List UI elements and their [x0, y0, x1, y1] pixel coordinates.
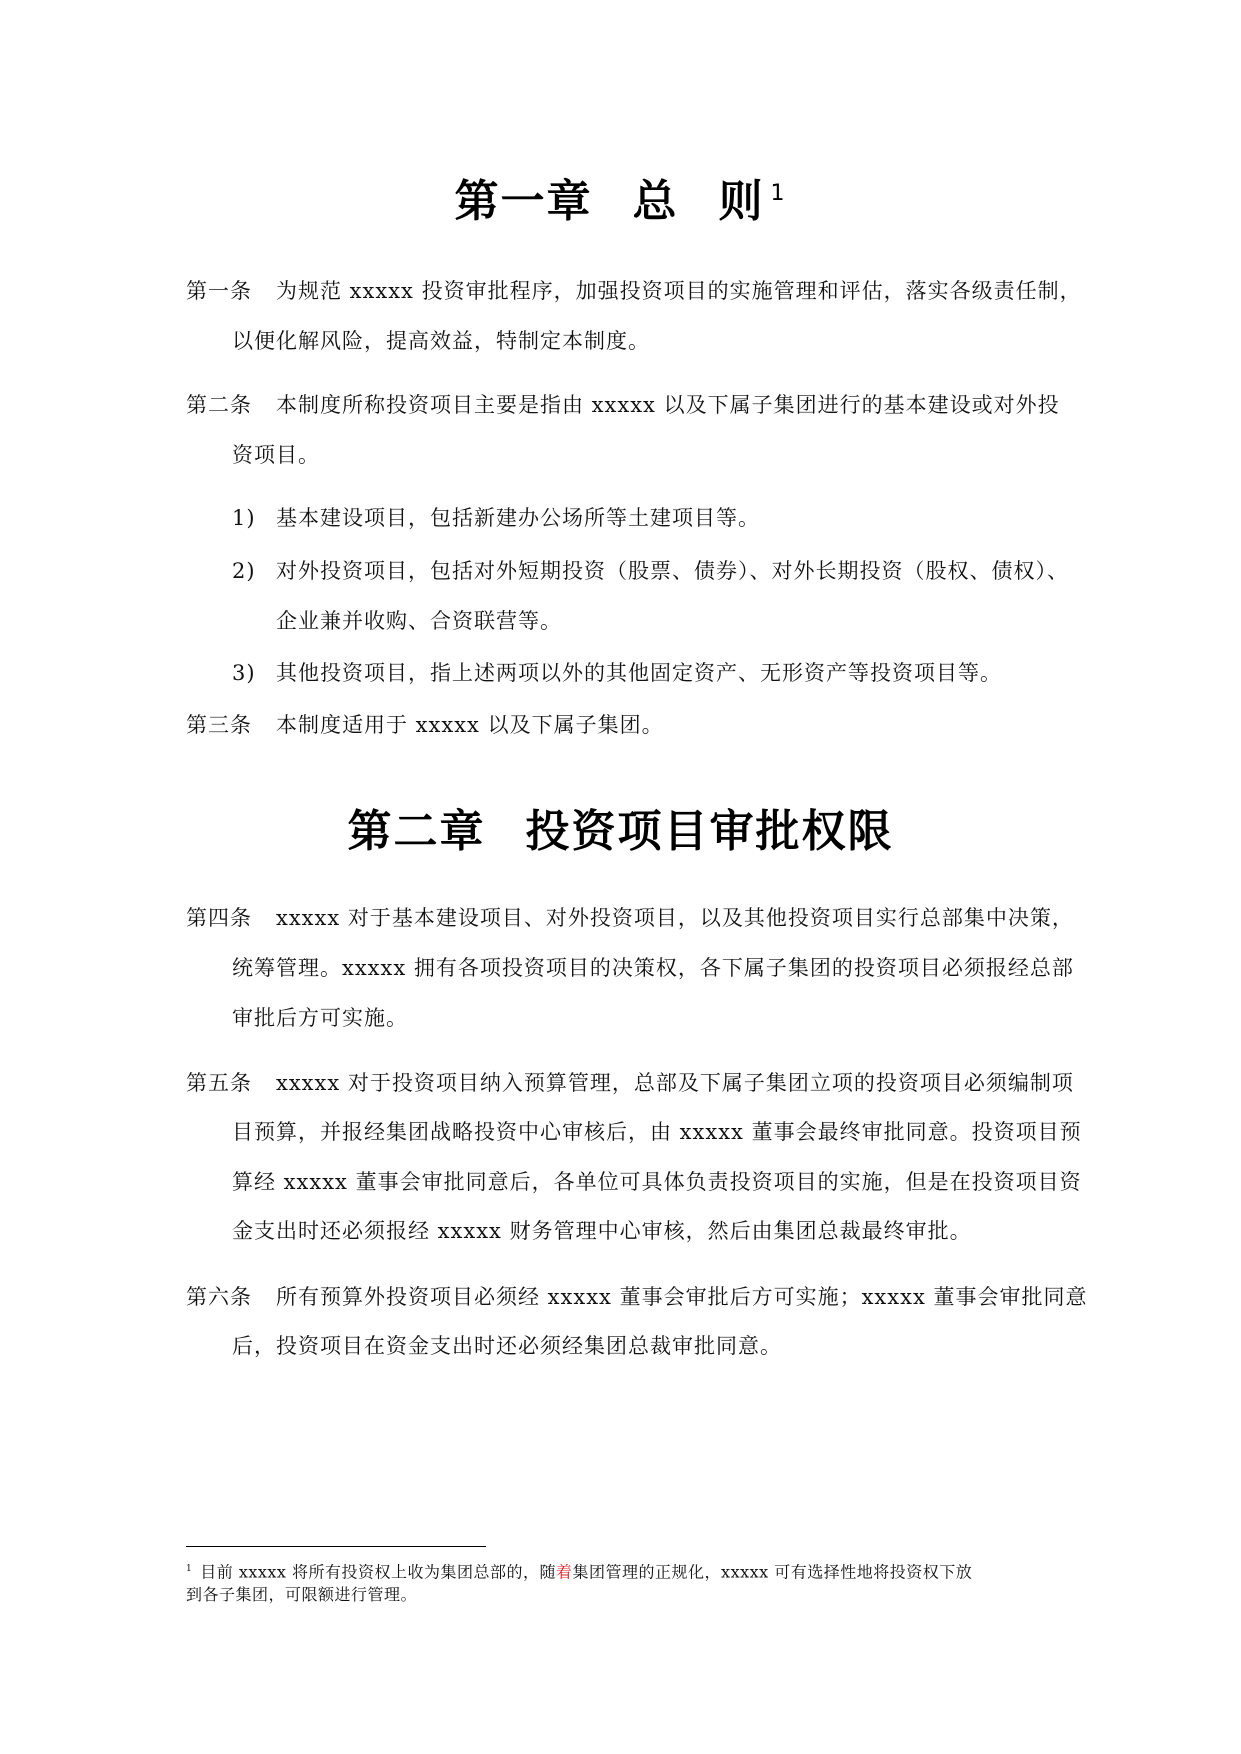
- footnote-line-2: 到各子集团，可限额进行管理。: [186, 1585, 418, 1604]
- article-4-text-1: xxxxx 对于基本建设项目、对外投资项目，以及其他投资项目实行总部集中决策，: [276, 906, 1074, 930]
- list-item-1-number: 1): [232, 506, 256, 530]
- article-5-line-1: [186, 1068, 1074, 1098]
- article-6-label: 第六条: [186, 1285, 252, 1309]
- chapter-1-title-b: 则: [718, 176, 765, 227]
- article-2-text-1: 本制度所称投资项目主要是指由 xxxxx 以及下属子集团进行的基本建设或对外投: [276, 393, 1060, 417]
- footnote-marker: 1: [186, 1564, 193, 1574]
- article-6-text-1: 所有预算外投资项目必须经 xxxxx 董事会审批后方可实施；xxxxx 董事会审批同意: [276, 1285, 1088, 1309]
- article-4-line-1: [186, 903, 1074, 933]
- article-3-line-1: [186, 710, 664, 740]
- footnote-reference[interactable]: 1: [770, 181, 787, 207]
- list-item-2-number: 2): [232, 559, 256, 583]
- article-5-line-2: 目预算，并报经集团战略投资中心审核后，由 xxxxx 董事会最终审批同意。投资项目预: [232, 1120, 1082, 1144]
- article-1-line-1: [186, 276, 1082, 306]
- article-4-label: 第四条: [186, 906, 252, 930]
- article-4-line-2: 统筹管理。xxxxx 拥有各项投资项目的决策权，各下属子集团的投资项目必须报经总部: [232, 956, 1074, 980]
- article-5-line-3: 算经 xxxxx 董事会审批同意后，各单位可具体负责投资项目的实施，但是在投资项目资: [232, 1170, 1082, 1194]
- footnote-text-1b: 集团管理的正规化，xxxxx 可有选择性地将投资权下放: [572, 1562, 973, 1582]
- list-item-3-number: 3): [232, 661, 256, 685]
- article-6-line-2: 后，投资项目在资金支出时还必须经集团总裁审批同意。: [232, 1334, 782, 1358]
- chapter-2-title: 投资项目审批权限: [525, 806, 894, 857]
- article-1-text-1: 为规范 xxxxx 投资审批程序，加强投资项目的实施管理和评估，落实各级责任制，: [276, 279, 1082, 303]
- list-item-2-text-1: 对外投资项目，包括对外短期投资（股票、债券）、对外长期投资（股权、债权）、: [276, 559, 1069, 583]
- article-2-label: 第二条: [186, 393, 252, 417]
- article-2-line-1: [186, 390, 1060, 420]
- article-3-text-1: 本制度适用于 xxxxx 以及下属子集团。: [276, 713, 664, 737]
- article-1-label: 第一条: [186, 279, 252, 303]
- article-2-line-2: 资项目。: [232, 443, 320, 467]
- article-6-line-1: [186, 1282, 1087, 1312]
- list-item-1: [232, 503, 760, 533]
- chapter-2-prefix: 第二章: [347, 806, 486, 857]
- footnote-separator: [186, 1546, 486, 1547]
- footnote-highlight: 着: [556, 1562, 573, 1582]
- footnote-line-1: [186, 1557, 972, 1584]
- list-item-3-text: 其他投资项目，指上述两项以外的其他固定资产、无形资产等投资项目等。: [276, 661, 1002, 685]
- article-3-label: 第三条: [186, 713, 252, 737]
- article-5-label: 第五条: [186, 1071, 252, 1095]
- list-item-1-text: 基本建设项目，包括新建办公场所等土建项目等。: [276, 506, 760, 530]
- chapter-1-prefix: 第一章: [454, 176, 593, 227]
- chapter-1-heading: [0, 165, 1241, 229]
- list-item-3: [232, 658, 1002, 688]
- article-4-line-3: 审批后方可实施。: [232, 1006, 408, 1030]
- article-5-line-4: 金支出时还必须报经 xxxxx 财务管理中心审核，然后由集团总裁最终审批。: [232, 1219, 972, 1243]
- chapter-1-title-a: 总: [632, 176, 679, 227]
- chapter-2-heading: [0, 795, 1241, 859]
- list-item-2: [232, 556, 1069, 586]
- list-item-2-line-2: 企业兼并收购、合资联营等。: [276, 609, 562, 633]
- footnote-text-1a: 目前 xxxxx 将所有投资权上收为集团总部的，随: [200, 1562, 557, 1582]
- article-5-text-1: xxxxx 对于投资项目纳入预算管理，总部及下属子集团立项的投资项目必须编制项: [276, 1071, 1074, 1095]
- article-1-line-2: 以便化解风险，提高效益，特制定本制度。: [232, 329, 650, 353]
